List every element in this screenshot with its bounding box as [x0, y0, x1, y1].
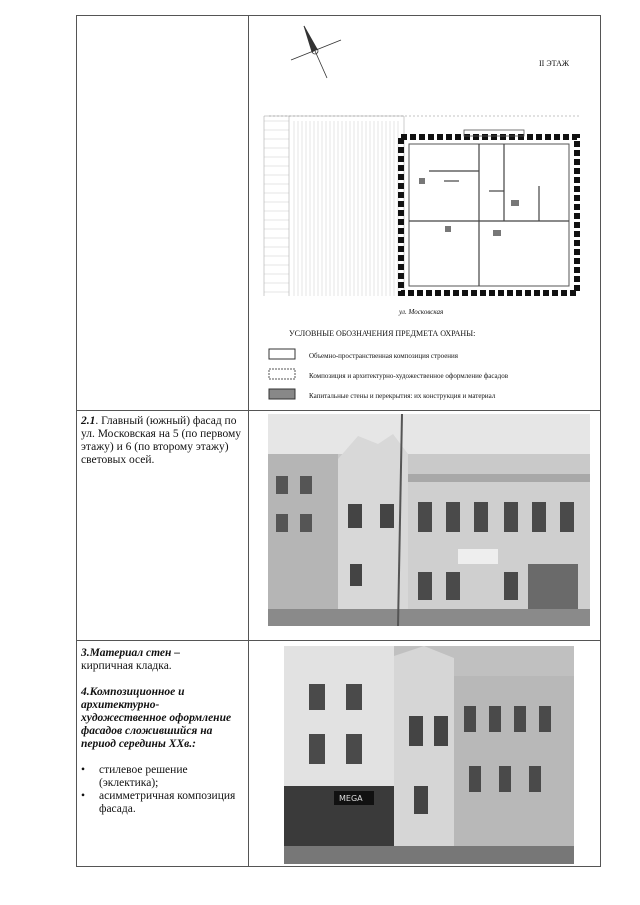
materials-description [81, 647, 243, 816]
facade-photo-2 [284, 646, 574, 864]
legend-item-1: Объемно-пространственная композиция строения [309, 352, 459, 360]
wall-material-heading: 3.Материал стен – [81, 647, 181, 659]
shop-sign: MEGA [339, 794, 363, 803]
section-number: 2.1 [81, 415, 96, 427]
legend-item-3: Капитальные стены и перекрытия: их конструкция и материал [309, 392, 496, 400]
list-item: • асимметричная композиция фасада. [81, 790, 243, 816]
composition-heading: 4.Композиционное и архитектурно-художественное оформление фасадов сложившийся на период середины XXв.: [81, 686, 232, 750]
floor-plan-cell [249, 16, 600, 410]
floor-plan-drawing [249, 16, 600, 410]
compass-icon [291, 26, 341, 78]
facade-photo-1 [268, 414, 590, 626]
table-row-divider-1 [76, 410, 600, 411]
floor-label: II ЭТАЖ [539, 59, 570, 68]
legend-item-2: Композиция и архитектурно-художественное оформление фасадов [309, 372, 508, 380]
wall-material-text: кирпичная кладка. [81, 660, 172, 672]
table-border-bottom [76, 866, 601, 867]
table-border-left [76, 15, 77, 866]
legend-title: УСЛОВНЫЕ ОБОЗНАЧЕНИЯ ПРЕДМЕТА ОХРАНЫ: [289, 329, 476, 338]
street-label: ул. Московская [399, 308, 444, 316]
facade-description [81, 415, 243, 467]
style-bullet-list [81, 764, 243, 816]
table-row-divider-2 [76, 640, 600, 641]
table-border-right [600, 15, 601, 866]
facade-text: . Главный (южный) фасад по ул. Московская на 5 (по первому этажу) и 6 (по второму этажу) световых осей. [81, 415, 242, 466]
list-item: • стилевое решение (эклектика); [81, 764, 243, 790]
